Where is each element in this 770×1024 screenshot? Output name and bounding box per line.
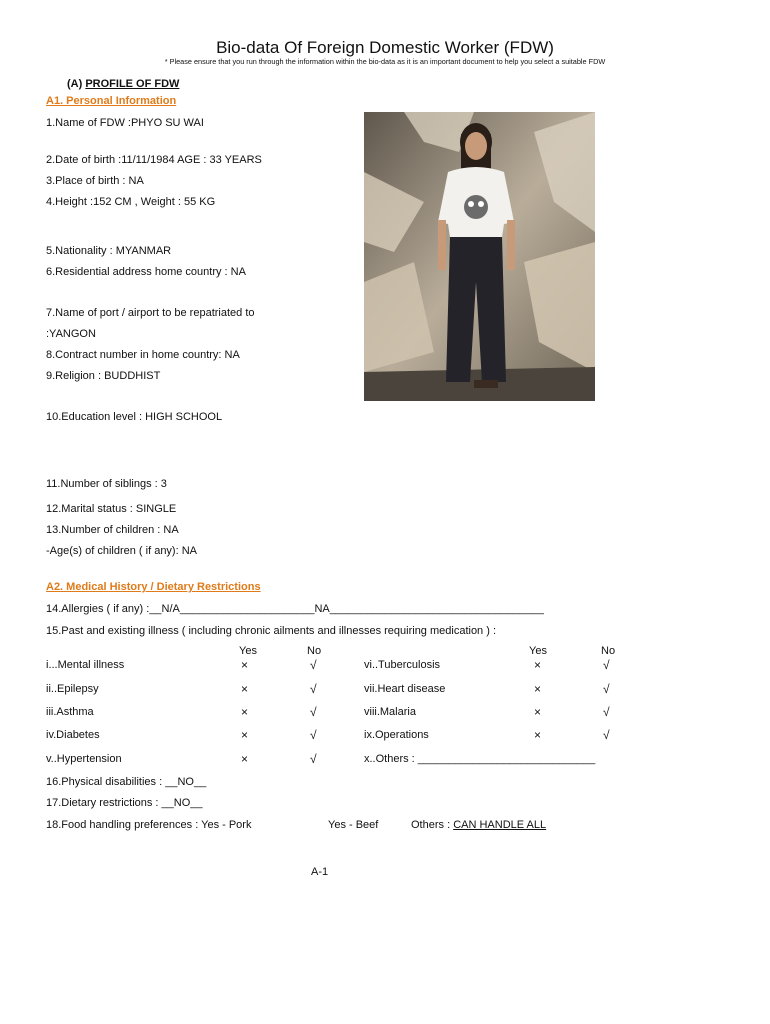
- illness-malaria: viii.Malaria: [364, 706, 416, 718]
- a1-heading: A1. Personal Information: [46, 95, 177, 107]
- asthma-no-check: √: [310, 705, 317, 719]
- malaria-yes-cross: ×: [534, 705, 542, 719]
- illness-intro: 15.Past and existing illness ( including chronic ailments and illnesses requiring medication ) :: [46, 625, 497, 637]
- illness-operations: ix.Operations: [364, 729, 429, 741]
- illness-heart: vii.Heart disease: [364, 683, 446, 695]
- diabetes-no-check: √: [310, 728, 317, 742]
- epilepsy-no-check: √: [310, 682, 317, 696]
- field-children-ages: -Age(s) of children ( if any): NA: [46, 545, 197, 557]
- malaria-no-check: √: [603, 705, 610, 719]
- epilepsy-yes-cross: ×: [241, 682, 249, 696]
- field-siblings: 11.Number of siblings : 3: [46, 478, 167, 490]
- no-header-left: No: [307, 645, 322, 657]
- asthma-yes-cross: ×: [241, 705, 249, 719]
- person-photo-icon: [364, 112, 595, 401]
- field-religion: 9.Religion : BUDDHIST: [46, 370, 161, 382]
- illness-asthma: iii.Asthma: [46, 706, 94, 718]
- no-header-right: No: [601, 645, 616, 657]
- person-photo: [364, 112, 595, 401]
- field-food: 18.Food handling preferences : Yes - Pork: [46, 819, 252, 831]
- hypertension-yes-cross: ×: [241, 752, 249, 766]
- field-port-value: :YANGON: [46, 328, 96, 340]
- mental-yes-cross: ×: [241, 658, 249, 672]
- operations-no-check: √: [603, 728, 610, 742]
- tuberculosis-no-check: √: [603, 658, 610, 672]
- tuberculosis-yes-cross: ×: [534, 658, 542, 672]
- field-dietary: 17.Dietary restrictions : __NO__: [46, 797, 203, 809]
- food-others-value: CAN HANDLE ALL: [453, 819, 547, 831]
- field-physical: 16.Physical disabilities : __NO__: [46, 776, 207, 788]
- hypertension-no-check: √: [310, 752, 317, 766]
- field-nationality: 5.Nationality : MYANMAR: [46, 245, 172, 257]
- illness-epilepsy: ii..Epilepsy: [46, 683, 99, 695]
- yes-header-left: Yes: [239, 645, 257, 657]
- field-allergies: 14.Allergies ( if any) :__N/A______________________NA___________________________________: [46, 603, 544, 615]
- diabetes-yes-cross: ×: [241, 728, 249, 742]
- section-a-label: PROFILE OF FDW: [85, 78, 180, 90]
- field-height-weight: 4.Height :152 CM , Weight : 55 KG: [46, 196, 216, 208]
- field-birthplace: 3.Place of birth : NA: [46, 175, 144, 187]
- field-contract: 8.Contract number in home country: NA: [46, 349, 240, 361]
- food-beef: Yes - Beef: [328, 819, 379, 831]
- food-others: [411, 819, 546, 831]
- food-others-label: Others :: [411, 819, 454, 831]
- field-children: 13.Number of children : NA: [46, 524, 179, 536]
- page-subtitle: * Please ensure that you run through the information within the bio-data as it is an important document to help you select a suitable FDW: [164, 57, 606, 66]
- illness-others: x..Others : _____________________________: [364, 753, 596, 765]
- yes-header-right: Yes: [529, 645, 547, 657]
- illness-mental: i...Mental illness: [46, 659, 125, 671]
- field-education: 10.Education level : HIGH SCHOOL: [46, 411, 223, 423]
- illness-hypertension: v..Hypertension: [46, 753, 122, 765]
- a2-heading: A2. Medical History / Dietary Restrictions: [46, 581, 261, 593]
- field-marital: 12.Marital status : SINGLE: [46, 503, 177, 515]
- page-number: A-1: [311, 866, 329, 878]
- heart-no-check: √: [603, 682, 610, 696]
- field-name: 1.Name of FDW :PHYO SU WAI: [46, 117, 204, 129]
- field-port: 7.Name of port / airport to be repatriated to: [46, 307, 255, 319]
- field-dob: 2.Date of birth :11/11/1984 AGE : 33 YEARS: [46, 154, 262, 166]
- page-title: Bio-data Of Foreign Domestic Worker (FDW): [216, 38, 554, 57]
- section-a-prefix: (A): [67, 78, 86, 90]
- heart-yes-cross: ×: [534, 682, 542, 696]
- mental-no-check: √: [310, 658, 317, 672]
- illness-diabetes: iv.Diabetes: [46, 729, 100, 741]
- section-a-heading: [67, 78, 179, 90]
- operations-yes-cross: ×: [534, 728, 542, 742]
- illness-tuberculosis: vi..Tuberculosis: [364, 659, 441, 671]
- field-address: 6.Residential address home country : NA: [46, 266, 246, 278]
